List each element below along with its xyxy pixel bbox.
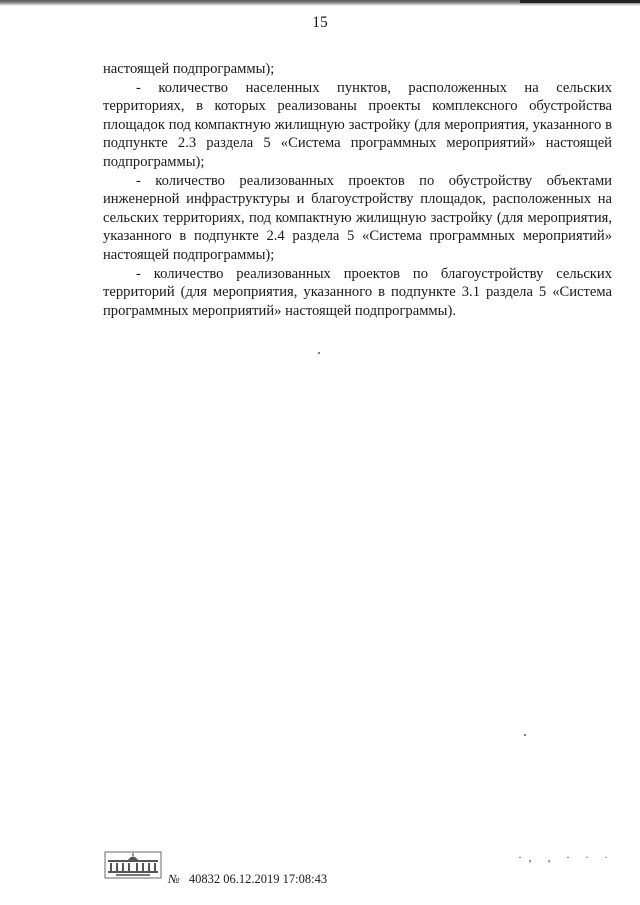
registration-number: 40832 [188,872,221,886]
registration-line [168,872,327,887]
list-item: - количество населенных пунктов, расположенных на сельских территориях, в которых реализованы проекты комплексного обустройства площадок под компактную жилищную застройку (для мероприятия, указанного в подпункте 2.3 раздела 5 «Система программных мероприятий» настоящей подпрограммы); [103,79,612,170]
page-number: 15 [312,14,328,31]
scan-speck [524,734,526,736]
scan-speck [318,352,320,354]
registration-mark: № [168,872,180,886]
government-building-stamp-icon [104,851,162,879]
scan-noise-marks: ·‚ ‚ · · · [518,850,614,864]
registration-date: 06.12.2019 17:08:43 [223,872,328,886]
document-body [103,60,612,320]
list-item: - количество реализованных проектов по благоустройству сельских территорий (для мероприятия, указанного в подпункте 3.1 раздела 5 «Система программных мероприятий» настоящей подпрограммы). [103,265,612,319]
scan-top-edge-dark [520,0,640,3]
paragraph-continuation: настоящей подпрограммы); [103,61,275,77]
list-item: - количество реализованных проектов по обустройству объектами инженерной инфраструктуры и благоустройству площадок, расположенных на сельских территориях, под компактную жилищную застройку (для мероприятия, указанного в подпункте 2.4 раздела 5 «Система программных мероприятий» настоящей подпрограммы); [103,172,612,263]
